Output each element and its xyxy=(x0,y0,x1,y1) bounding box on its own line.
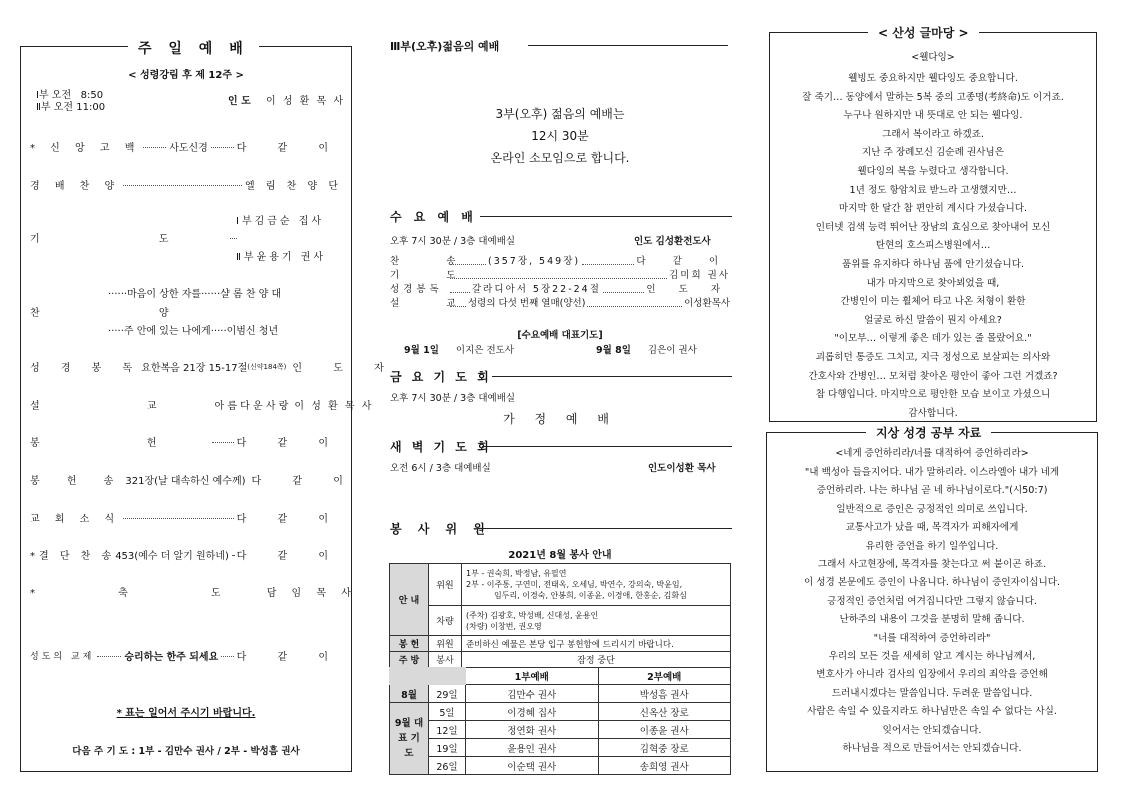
text-line: 사람은 속일 수 있을지라도 하나님만은 속일 수 없다는 사실. xyxy=(807,706,1057,718)
wed-order-who: 이성환목사 xyxy=(684,298,730,309)
day-cell: 5일 xyxy=(429,703,466,721)
praise-dots: ······ xyxy=(108,289,128,300)
text-line: 그래서 사고현장에, 목격자를 찾는다고 써 붙이곤 하죠. xyxy=(817,559,1047,571)
p2-cell: 김혁중 장로 xyxy=(598,739,731,757)
text-line: 우리의 모든 것을 세세히 알고 계시는 하나님께서, xyxy=(828,651,1036,663)
order-content: 요한복음 21장 15-17절 xyxy=(141,363,248,374)
praise-dots: ····· xyxy=(210,326,227,337)
text-line: 간병인이 미는 휠체어 타고 나온 처형이 환한 xyxy=(840,296,1026,308)
order-who: 담 임 목 사 xyxy=(266,588,357,599)
text-line: 얼굴로 하신 말씀이 뭔지 아세요? xyxy=(864,314,1002,326)
wed-prayer-date: 9월 8일 xyxy=(596,345,631,356)
wed-order-label: 찬 송 xyxy=(390,256,478,267)
sunday-subtitle: < 성령강림 후 제 12주 > xyxy=(128,70,244,81)
standing-note: * 표는 일어서 주시기 바랍니다. xyxy=(116,708,256,719)
p1-cell: 이순택 권사 xyxy=(466,757,599,775)
text-line: "내 백성아 들을지어다. 내가 말하리라. 이스라엘아 내가 네게 xyxy=(804,467,1060,478)
text-line: "이모부… 이렇게 좋은 데가 있는 줄 몰랐어요." xyxy=(834,333,1032,345)
offering-text: 준비하신 예물은 본당 입구 봉헌함에 드리시기 바랍니다. xyxy=(462,636,731,652)
guide-label: 안 내 xyxy=(390,564,429,636)
order-row-fellowship xyxy=(30,648,342,663)
wed-order-row xyxy=(390,255,730,269)
order-label: 경 배 찬 양 xyxy=(30,181,121,192)
table-row xyxy=(390,739,731,757)
order-label: 성 경 봉 독 xyxy=(30,363,142,374)
kitchen-sub: 봉사 xyxy=(429,652,462,668)
sep-label: 9월 대표 기도 xyxy=(390,703,429,775)
order-label: 교 회 소 식 xyxy=(30,514,121,525)
praise-song-2: 주 안에 있는 나에게 xyxy=(123,326,211,337)
service-committee-title: 봉 사 위 원 xyxy=(390,522,491,536)
col-2-header: 2부예배 xyxy=(598,668,731,685)
order-who: 다 같 이 xyxy=(251,476,357,487)
text-line: 잊어서는 안되겠습니다. xyxy=(882,724,982,736)
essay-subtitle: <웰다잉> xyxy=(911,52,955,63)
text-line: 드러내시겠다는 말씀입니다. 두려운 말씀입니다. xyxy=(831,687,1033,699)
order-row-offering xyxy=(30,434,342,449)
service-time-1: Ⅰ부 오전 8:50 xyxy=(36,90,104,101)
sunday-worship-title: 주 일 예 배 xyxy=(128,38,259,58)
table-row xyxy=(390,721,731,739)
order-content: 453(예수 더 알기 원하네) xyxy=(115,551,229,562)
text-line: 긍정적인 증언처럼 여겨집니다만 그렇지 않습니다. xyxy=(827,595,1037,607)
kitchen-label: 주 방 xyxy=(390,652,429,668)
p1-cell: 윤용인 권사 xyxy=(466,739,599,757)
text-line: 탄현의 호스피스병원에서… xyxy=(875,240,991,252)
order-row-bible xyxy=(30,359,398,374)
praise-choir: 샬 롬 찬 양 대 xyxy=(220,289,282,300)
text-line: 지난 주 장례모신 김순례 권사님은 xyxy=(862,147,1004,159)
order-label: * 축 도 xyxy=(30,588,261,599)
p1-cell: 이경혜 집사 xyxy=(466,703,599,721)
table-row xyxy=(390,668,731,685)
aug-label: 8월 xyxy=(390,685,429,703)
wed-order-row xyxy=(390,297,730,311)
p1-cell: 정연화 권사 xyxy=(466,721,599,739)
prayer-leader-1: Ⅰ부김금순 집사 xyxy=(236,216,325,227)
text-line: 괴롭히던 통증도 그치고, 지극 정성으로 보살피는 의사와 xyxy=(815,351,1051,363)
order-who: 이 성 환 목 사 xyxy=(294,401,374,412)
wed-order-who: 다 같 이 xyxy=(636,256,730,267)
order-label: 기 도 xyxy=(30,234,227,245)
wed-order-label: 설 교 xyxy=(390,298,478,309)
day-cell: 29일 xyxy=(429,685,466,703)
service-table xyxy=(389,563,731,668)
text-line: 잘 죽기… 동양에서 말하는 5복 중의 고종명(考終命)도 이거죠. xyxy=(802,91,1064,103)
p2-cell: 신옥산 장로 xyxy=(598,703,731,721)
offering-sub: 위원 xyxy=(429,636,462,652)
wed-prayer-date: 9월 1일 xyxy=(404,345,439,356)
offering-label: 봉 헌 xyxy=(390,636,429,652)
table-row xyxy=(390,652,731,668)
text-line: 증언하리라. 나는 하나님 곧 네 하나님이로다."(시50:7) xyxy=(816,485,1048,497)
text-line: 웰빙도 중요하지만 웰다잉도 중요합니다. xyxy=(848,73,1018,84)
order-who: 다 같 이 xyxy=(236,438,342,449)
youth-worship-title: Ⅲ부(오후)젊음의 예배 xyxy=(390,40,500,53)
wed-order-who: 김미희 권사 xyxy=(669,270,730,281)
praise-dots: ······ xyxy=(201,289,221,300)
wiwon-2: 2부 - 이주통, 구연미, 전태옥, 오세님, 박연수, 강의숙, 박윤임, xyxy=(466,580,683,589)
order-who: 인 도 자 xyxy=(292,363,398,374)
text-line: 참 다행입니다. 마지막으로 평안한 모습 보이고 가셨으니 xyxy=(815,389,1051,401)
order-row-sermon xyxy=(30,397,374,412)
wed-order-label: 성경봉독 xyxy=(390,284,443,295)
wed-order-row xyxy=(390,283,730,297)
blank-head xyxy=(390,668,466,685)
text-line: 하나님을 적으로 만들어서는 안되겠습니다. xyxy=(842,743,1022,755)
study-subtitle: <네게 증언하리라/너를 대적하여 증언하리라> xyxy=(835,448,1029,459)
car-cell xyxy=(462,606,731,636)
wed-prayer-name: 김은이 권사 xyxy=(647,345,697,356)
youth-line-3: 온라인 소모임으로 합니다. xyxy=(490,151,630,165)
wed-order-label: 기 도 xyxy=(390,270,478,281)
col-1-header: 1부예배 xyxy=(466,668,599,685)
text-line: 일반적으로 증인은 긍정적인 의미로 쓰입니다. xyxy=(836,503,1028,515)
wiwon-3: 임두리, 이경숙, 안봉희, 이종윤, 이경애, 한홍순, 김화심 xyxy=(494,591,687,600)
wed-order-content: (357장, 549장) xyxy=(488,256,581,267)
wed-order xyxy=(390,255,730,311)
friday-time: 오후 7시 30분 / 3층 대예배실 xyxy=(390,393,516,404)
youth-line-2: 12시 30분 xyxy=(531,129,589,143)
divider xyxy=(528,45,728,46)
praise-dots: ····· xyxy=(108,326,124,337)
next-week-prayer: 다음 주 기 도 : 1부 - 김만수 권사 / 2부 - 박성흠 권사 xyxy=(72,746,300,757)
table-row xyxy=(390,703,731,721)
table-row xyxy=(390,685,731,703)
day-cell: 19일 xyxy=(429,739,466,757)
order-label: 봉 헌 송 xyxy=(30,476,126,487)
order-label-praise: 찬 양 xyxy=(30,308,227,319)
praise-line-2 xyxy=(108,322,278,337)
wed-time: 오후 7시 30분 / 3층 대예배실 xyxy=(390,236,516,247)
order-row-prayer xyxy=(30,230,240,245)
text-line: 인터넷 검색 능력 뛰어난 장남의 효심으로 찾아내어 모신 xyxy=(815,221,1051,233)
car-2: (차량) 이창번, 권오영 xyxy=(466,621,542,631)
order-row-news xyxy=(30,510,342,525)
order-who: 다 같 이 xyxy=(236,652,342,663)
order-row-creed xyxy=(30,139,342,154)
wed-prayer-title: [수요예배 대표기도] xyxy=(517,330,603,341)
order-label: 설 교 xyxy=(30,401,209,412)
wed-prayer-row xyxy=(404,342,514,356)
p1-cell: 김만수 권사 xyxy=(466,685,599,703)
text-line: 누구나 원하지만 내 뜻대로 안 되는 웰다잉. xyxy=(843,110,1023,122)
wed-order-who: 인 도 자 xyxy=(646,284,730,295)
wed-leader: 인도 김성환전도사 xyxy=(634,236,711,247)
text-line: 간호사와 간병인… 모처럼 찾아온 평안이 좋아 그런 거겠죠? xyxy=(808,370,1058,382)
order-label: * 신 앙 고 백 xyxy=(30,143,141,154)
text-line: 교통사고가 났을 때, 목격자가 피해자에게 xyxy=(845,522,1019,534)
text-line: 난하주의 내용이 그것을 분명히 말해 줍니다. xyxy=(839,614,1025,626)
text-line: 내가 마지막으로 찾아뵈었을 때, xyxy=(866,277,1000,289)
order-content: 321장(날 대속하신 예수께) xyxy=(125,476,246,487)
sermon-title: 아 름 다 운 사 랑 xyxy=(214,401,289,412)
wiwon-1: 1부 - 권숙희, 박정남, 유필연 xyxy=(466,569,567,578)
wed-order-content: 갈라디아서 5장22-24절 xyxy=(472,284,601,295)
service-table-title: 2021년 8월 봉사 안내 xyxy=(508,550,612,561)
study-title: 지상 성경 공부 자료 xyxy=(866,424,991,441)
table-row xyxy=(390,636,731,652)
order-who: 다 같 이 xyxy=(236,514,342,525)
car-label: 차량 xyxy=(429,606,462,636)
divider xyxy=(480,528,732,529)
order-row-benediction xyxy=(30,584,357,599)
dawn-leader: 인도이성환 목사 xyxy=(648,463,716,474)
wed-order-row xyxy=(390,269,730,283)
order-label: *결 단 찬 송 xyxy=(30,551,116,562)
p2-cell: 송희영 권사 xyxy=(598,757,731,775)
praise-song-1: 마음이 상한 자를 xyxy=(127,289,202,300)
text-line: 감사합니다. xyxy=(908,407,958,419)
kitchen-text: 잠정 중단 xyxy=(462,652,731,668)
order-content: 승리하는 한주 되세요 xyxy=(124,652,219,663)
order-who: 엘 림 찬 양 단 xyxy=(244,181,342,192)
dawn-time: 오전 6시 / 3층 대예배실 xyxy=(390,463,491,474)
order-who: 다 같 이 xyxy=(236,143,342,154)
essay-body xyxy=(769,70,1097,423)
order-row-offering-song xyxy=(30,472,357,487)
order-label: 봉 헌 xyxy=(30,438,209,449)
day-cell: 26일 xyxy=(429,757,466,775)
day-cell: 12일 xyxy=(429,721,466,739)
text-line: 마지막 한 달간 참 편안히 계시다 가셨습니다. xyxy=(838,203,1028,215)
essay-title: < 산성 글마당 > xyxy=(868,24,979,41)
text-line: 웰다잉의 복을 누렸다고 생각합니다. xyxy=(857,165,1009,177)
praise-line-1 xyxy=(108,285,281,300)
divider xyxy=(480,216,732,217)
p2-cell: 박성흠 권사 xyxy=(598,685,731,703)
text-line: 유리한 증언을 하기 일쑤입니다. xyxy=(865,540,999,552)
wed-worship-title: 수 요 예 배 xyxy=(390,210,477,224)
p2-cell: 이종윤 권사 xyxy=(598,721,731,739)
text-line: 변호사가 아니라 검사의 입장에서 우리의 죄악을 증언해 xyxy=(816,669,1048,681)
order-label: 성도의 교제 xyxy=(30,652,95,662)
dawn-prayer-title: 새 벽 기 도 회 xyxy=(390,440,492,454)
car-1: (주차) 김광호, 박성배, 신대성, 윤용인 xyxy=(466,610,599,620)
text-line: 이 성경 본문에도 증인이 나옵니다. 하나님이 증인자이십니다. xyxy=(803,577,1061,589)
study-body xyxy=(766,464,1098,759)
order-who: 다 같 이 xyxy=(236,551,342,562)
table-row xyxy=(390,564,731,606)
table-row xyxy=(390,606,731,636)
divider xyxy=(482,446,732,447)
family-worship: 가 정 예 배 xyxy=(503,412,617,426)
wiwon-label: 위원 xyxy=(429,564,462,606)
divider xyxy=(492,376,732,377)
wed-order-content: 성령의 다섯 번째 열매(양선) xyxy=(468,298,586,309)
wed-prayer-name: 이지은 전도사 xyxy=(455,345,515,356)
friday-prayer-title: 금 요 기 도 회 xyxy=(390,370,492,384)
praise-soloist: 이범신 청년 xyxy=(226,326,279,337)
wiwon-cell xyxy=(462,564,731,606)
prayer-schedule-table xyxy=(389,667,731,775)
text-line: "너를 대적하여 증언하리라" xyxy=(873,632,991,644)
order-content: 사도신경 xyxy=(169,143,208,154)
service-time-2: Ⅱ부 오전 11:00 xyxy=(36,102,106,113)
leader-name: 이 성 환 목 사 xyxy=(266,96,346,107)
text-line: 1년 정도 항암치료 받느라 고생했지만… xyxy=(849,184,1017,196)
text-line: 그래서 복이라고 하겠죠. xyxy=(882,128,984,140)
table-row xyxy=(390,757,731,775)
leader-label: 인 도 xyxy=(228,96,251,107)
youth-line-1: 3부(오후) 젊음의 예배는 xyxy=(495,107,625,121)
order-row-decision xyxy=(30,547,342,562)
wed-prayer-row xyxy=(596,342,697,356)
prayer-leader-2: Ⅱ부윤용기 권사 xyxy=(236,252,327,263)
order-row-praise xyxy=(30,177,342,192)
text-line: 품위를 유지하다 하나님 품에 안기셨습니다. xyxy=(841,258,1025,270)
bible-page: (신약184쪽) xyxy=(247,362,287,371)
